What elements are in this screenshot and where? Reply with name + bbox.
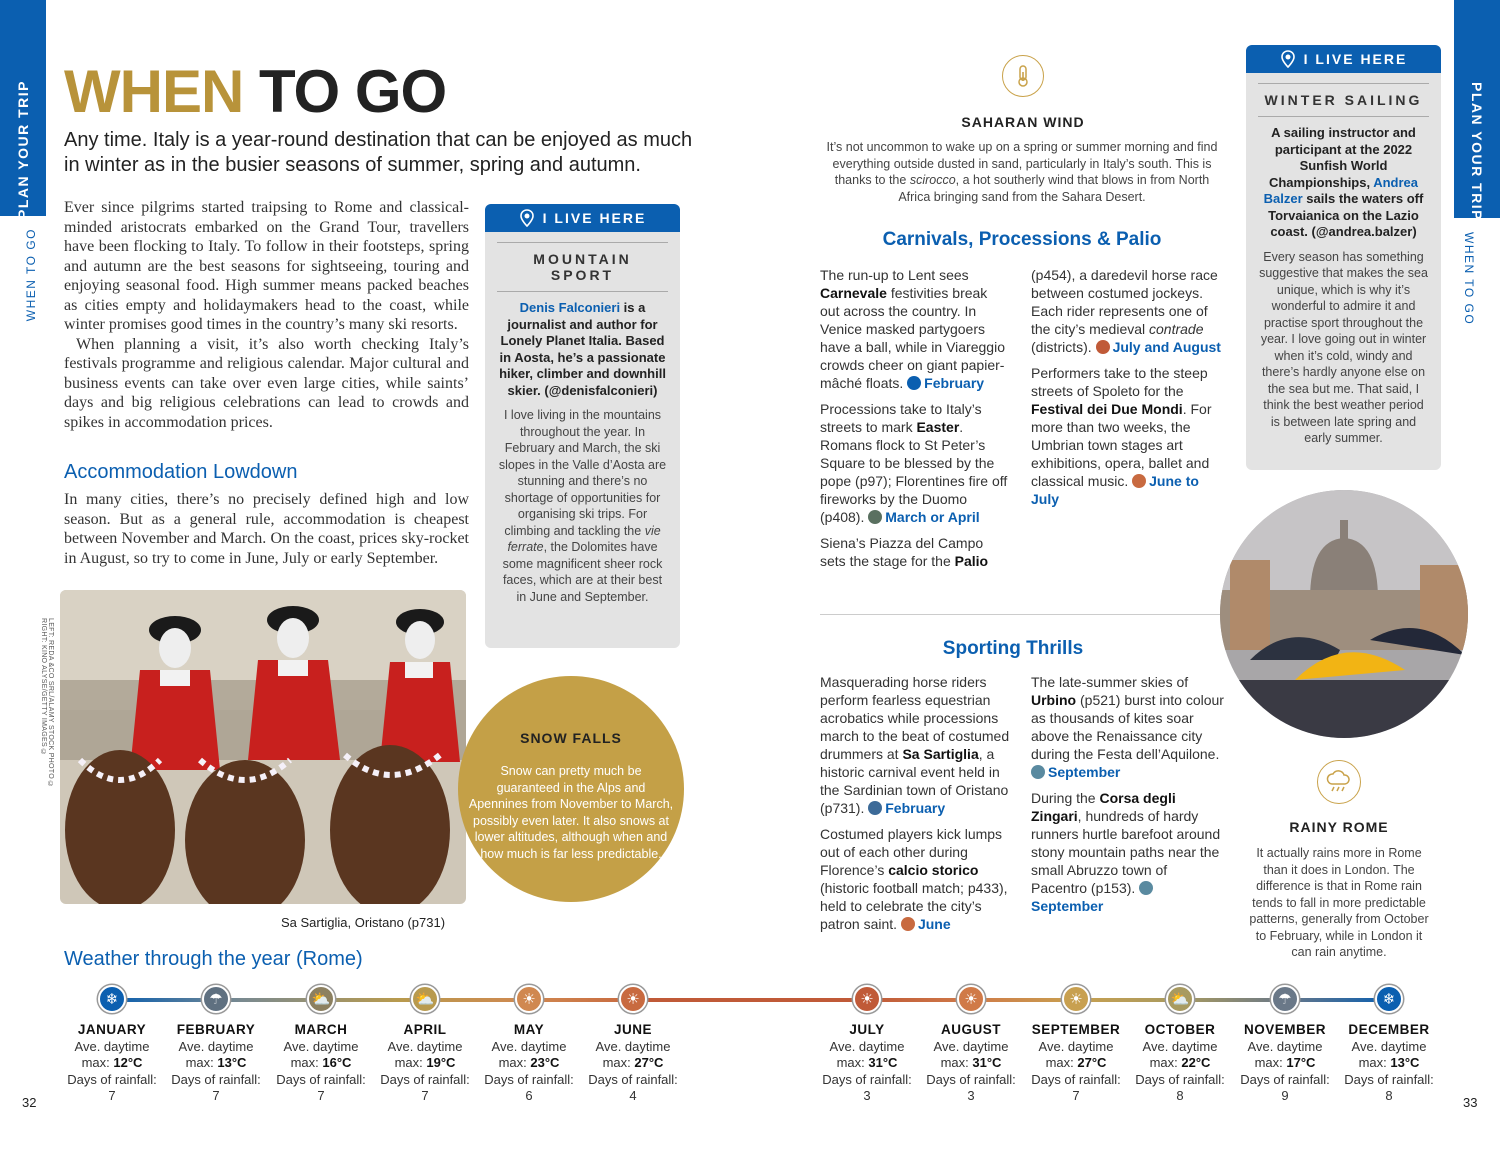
left-page-number: 32 [22,1095,37,1110]
rainfall-label: Days of rainfall: [1344,1071,1434,1087]
right-side-tab [1454,0,1500,221]
rainfall-days: 3 [967,1088,975,1103]
rainfall-label: Days of rainfall: [171,1071,261,1087]
live-here-box-mountain [485,204,680,648]
rainfall-label: Days of rainfall: [1240,1071,1330,1087]
ave-daytime-label: Ave. daytime [595,1038,671,1054]
max-temperature: max: 31°C [940,1055,1002,1070]
rainfall-label: Days of rainfall: [1031,1071,1121,1087]
due-mondi-paragraph: Performers take to the steep streets of Spoleto for the Festival dei Due Mondi. For more than two weeks, the Umbrian town stages art exhibitions, opera, ballet and classical music. June to July [1031,365,1212,507]
palio-continued-paragraph: (p454), a daredevil horse race between costumed jockeys. Each rider represents one of the city’s medieval contrade (districts). July and August [1031,267,1221,355]
ave-daytime-label: Ave. daytime [283,1038,359,1054]
month-name: JANUARY [77,1022,147,1037]
live-here-header [1246,45,1441,73]
month-name: MAY [513,1022,545,1037]
snow-falls-title: SNOW FALLS [520,730,622,746]
carnevale-paragraph: The run-up to Lent sees Carnevale festivities break out across the country. In Venice masked partygoers have a ball, while in Viareggio crowds cheer on giant papier-mâché floats. February [820,267,1005,391]
partly-cloudy-icon: ⛅ [307,985,335,1013]
left-side-tab [0,0,46,219]
saharan-text-em: scirocco [909,173,956,187]
max-temperature: max: 13°C [185,1055,247,1070]
riders-illustration [60,590,466,904]
sartiglia-paragraph: Masquerading horse riders perform fearless equestrian acrobatics while processions march to the beat of costumed drummers at Sa Sartiglia, a historic carnival event held in the Sardinian town of Oristano (p731). February [820,674,1010,816]
live-here-header-label: I LIVE HERE [542,210,647,226]
calendar-icon [1139,881,1153,895]
rain-cloud-icon: ☂ [1271,985,1299,1013]
rainfall-days: 7 [108,1088,116,1103]
calendar-icon [1031,765,1045,779]
max-temperature: max: 16°C [290,1055,352,1070]
right-side-label: WHEN TO GO [1462,232,1476,326]
snow-falls-text: Snow can pretty much be guaranteed in the Alps and Apennines from November to March, possibly even later. It also snows at lower altitudes, although when and how much is far less predictable. [468,764,674,861]
sun-icon: ☀ [515,985,543,1013]
sun-icon: ☀ [619,985,647,1013]
ave-daytime-label: Ave. daytime [829,1038,905,1054]
rainfall-days: 9 [1281,1088,1289,1103]
calendar-icon [1096,340,1110,354]
weather-month-october [1128,1022,1232,1105]
thermometer-icon [1002,55,1044,97]
ave-daytime-label: Ave. daytime [1038,1038,1114,1054]
rainfall-label: Days of rainfall: [822,1071,912,1087]
rainfall-days: 7 [212,1088,220,1103]
max-temperature: max: 22°C [1149,1055,1211,1070]
live-here-bio-name: Denis Falconieri [519,300,621,315]
max-temperature: max: 19°C [394,1055,456,1070]
max-temperature: max: 27°C [1045,1055,1107,1070]
snowflake-icon: ❄ [98,985,126,1013]
photo-credit: LEFT: REDA &CO SRL/ALAMY STOCK PHOTO © RIGHT: KINO ALYSE/GETTY IMAGES © [40,618,54,789]
sporting-column-2 [1031,673,1226,923]
live-here-bio-text: is a journalist and author for Lonely Planet Italia. Based in Aosta, he’s a passionate hiker, climber and downhill skier. (@denisfalconieri) [499,300,666,398]
weather-month-december [1337,1022,1441,1105]
partly-cloudy-icon: ⛅ [1166,985,1194,1013]
carnivals-heading: Carnivals, Processions & Palio [882,229,1162,250]
section-divider [820,614,1224,615]
rainfall-days: 7 [1072,1088,1080,1103]
right-side-tab-label: PLAN YOUR TRIP [1469,82,1485,221]
rainfall-label: Days of rainfall: [276,1071,366,1087]
calendar-icon [901,917,915,931]
month-name: JULY [849,1022,885,1037]
calendar-icon [868,801,882,815]
rainfall-label: Days of rainfall: [67,1071,157,1087]
live-here-body-part: , the Dolomites have some magnificent sheer rock faces, which are at their best in June and September. [502,540,663,604]
live-here-header-label: I LIVE HERE [1303,51,1408,67]
month-name: SEPTEMBER [1031,1022,1121,1037]
rainfall-days: 4 [629,1088,637,1103]
saharan-text-part: It’s not uncommon to wake up on a spring or summer morning and find everything outside dusted in sand, particularly in Italy’s south. This is thanks to the [826,140,1218,187]
month-name: DECEMBER [1348,1022,1430,1037]
weather-month-august [919,1022,1023,1105]
ave-daytime-label: Ave. daytime [1351,1038,1427,1054]
month-name: NOVEMBER [1243,1022,1326,1037]
weather-track-right [867,998,1389,1002]
weather-track-left [112,998,632,1002]
max-temperature: max: 12°C [81,1055,143,1070]
partly-cloudy-icon: ⛅ [411,985,439,1013]
saharan-text-part: , a hot southerly wind that blows in from North Africa bringing sand from the Sahara Desert. [898,173,1210,204]
weather-month-november [1233,1022,1337,1105]
weather-title: Weather through the year (Rome) [64,948,363,970]
rainfall-days: 7 [421,1088,429,1103]
month-name: OCTOBER [1144,1022,1216,1037]
rainy-rome-text: It actually rains more in Rome than it does in London. The difference is that in Rome rain tends to fall in more predictable patterns, generally from October to February, while in London it can rain anytime. [1249,846,1429,959]
weather-month-february [164,1022,268,1105]
left-side-tab-label: PLAN YOUR TRIP [15,80,31,219]
live-here-body: Every season has something suggestive that makes the sea unique, which is why it’s wonderful to admire it and practise sport throughout the year. I love going out in winter when it’s cold, windy and there’s hardly anyone else on the sea but me. That said, I think the best weather period is between late spring and early summer. [1259,249,1428,445]
left-side-label: WHEN TO GO [24,228,38,322]
rainfall-label: Days of rainfall: [588,1071,678,1087]
month-name: FEBRUARY [176,1022,256,1037]
month-name: JUNE [613,1022,652,1037]
live-here-subtitle: WINTER SAILING [1258,83,1429,117]
rainfall-days: 8 [1176,1088,1184,1103]
right-page-number: 33 [1463,1095,1478,1110]
live-here-body [485,399,680,613]
calcio-paragraph: Costumed players kick lumps out of each other during Florence’s calcio storico (historic football match; p433), held to celebrate the city’s patron saint. June [820,826,1008,932]
calendar-icon [907,376,921,390]
sun-icon: ☀ [1062,985,1090,1013]
pin-icon [1280,50,1296,68]
ave-daytime-label: Ave. daytime [491,1038,567,1054]
rain-cloud-icon: ☂ [202,985,230,1013]
month-name: MARCH [294,1022,348,1037]
rainfall-days: 7 [317,1088,325,1103]
rainfall-label: Days of rainfall: [926,1071,1016,1087]
live-here-header [485,204,680,232]
weather-month-june [581,1022,685,1105]
weather-track-mid [632,998,867,1002]
title-when: WHEN [64,58,244,125]
rainfall-label: Days of rainfall: [380,1071,470,1087]
carnivals-column-1 [820,266,1010,578]
snow-falls-circle [458,676,684,902]
month-name: APRIL [403,1022,447,1037]
live-here-body-em: vie ferrate [507,523,661,554]
live-here-bio-text: A sailing instructor and participant at the 2022 Sunfish World Championships, [1268,125,1416,190]
saharan-wind-text [820,139,1224,205]
ave-daytime-label: Ave. daytime [74,1038,150,1054]
palio-paragraph: Siena’s Piazza del Campo sets the stage for the Palio [820,535,989,569]
live-here-body-part: I love living in the mountains throughout the year. In February and March, the ski slopes in the Valle d’Aosta are stunning and there’s no shortage of opportunities for organising ski trips. For climbing and tackling the [498,408,667,538]
weather-month-april [373,1022,477,1105]
urbino-paragraph: The late-summer skies of Urbino (p521) burst into colour as thousands of kites soar above the Renaissance city during the Festa dell’Aquilone. September [1031,674,1224,780]
title-to-go: TO GO [258,58,447,125]
ave-daytime-label: Ave. daytime [1247,1038,1323,1054]
live-here-subtitle: MOUNTAIN SPORT [497,242,668,292]
page-title [64,58,447,125]
ave-daytime-label: Ave. daytime [387,1038,463,1054]
calendar-icon [868,510,882,524]
live-here-bio [485,292,680,399]
rain-cloud-icon [1317,760,1361,804]
rainfall-days: 3 [863,1088,871,1103]
weather-month-july [815,1022,919,1105]
corsa-paragraph: During the Corsa degli Zingari, hundreds of hardy runners hurtle barefoot around stony mountain paths near the small Abruzzo town of Pacentro (p153). September [1031,790,1221,914]
max-temperature: max: 27°C [602,1055,664,1070]
max-temperature: max: 13°C [1358,1055,1420,1070]
rainy-rome-title: RAINY ROME [1289,819,1389,835]
accommodation-text: In many cities, there’s no precisely defined high and low season. But as a general rule, accommodation is cheapest between November and March. On the coast, prices sky-rocket in August, so try to come in June, July or early September. [64,491,469,567]
rainfall-label: Days of rainfall: [484,1071,574,1087]
max-temperature: max: 31°C [836,1055,898,1070]
sa-sartiglia-photo [60,590,466,904]
accommodation-heading: Accommodation Lowdown [64,461,298,483]
live-here-bio-text: sails the waters off Torvaianica on the Lazio coast. (@andrea.balzer) [1268,191,1424,239]
ave-daytime-label: Ave. daytime [933,1038,1009,1054]
live-here-box-sailing [1246,45,1441,470]
easter-paragraph: Processions take to Italy’s streets to mark Easter. Romans flock to St Peter’s Square to be blessed by the pope (p97); Florentines fire off fireworks by the Duomo (p408). March or April [820,401,1008,525]
intro-text: Any time. Italy is a year-round destination that can be enjoyed as much in winter as in the busier seasons of summer, spring and autumn. [64,129,693,176]
sporting-column-1 [820,673,1010,941]
saharan-wind-title: SAHARAN WIND [961,114,1085,130]
ave-daytime-label: Ave. daytime [1142,1038,1218,1054]
pin-icon [519,209,535,227]
rainfall-days: 6 [525,1088,533,1103]
weather-month-may [477,1022,581,1105]
body-text [64,198,469,432]
body-paragraph-1: Ever since pilgrims started traipsing to Rome and classical-minded aristocrats embarked on the Grand Tour, travellers have been flocking to Italy. To follow in their footsteps, spring and autumn are the best seasons for sightseeing, touring and enjoying seasonal food. High summer means packed beaches as cities empty and holidaymakers head to the coast, while winter promises good times in the country’s many ski resorts. [64,199,469,333]
sporting-heading: Sporting Thrills [942,638,1084,659]
rainfall-days: 8 [1385,1088,1393,1103]
sun-icon: ☀ [957,985,985,1013]
weather-month-september [1024,1022,1128,1105]
ave-daytime-label: Ave. daytime [178,1038,254,1054]
month-name: AUGUST [941,1022,1001,1037]
live-here-bio-name: Andrea Balzer [1263,174,1419,206]
rainfall-label: Days of rainfall: [1135,1071,1225,1087]
sun-icon: ☀ [853,985,881,1013]
weather-month-january [60,1022,164,1105]
live-here-bio [1246,117,1441,241]
weather-month-march [269,1022,373,1105]
rome-umbrellas-photo [1220,490,1468,738]
max-temperature: max: 17°C [1254,1055,1316,1070]
st-peters-illustration [1220,490,1468,738]
snowflake-icon: ❄ [1375,985,1403,1013]
body-paragraph-2: When planning a visit, it’s also worth checking Italy’s festivals programme and religious calendar. Major cultural and business events can take over even large cities, while saints’ days and big religious celebrations can lead to crowds and spikes in accommodation prices. [64,335,469,431]
max-temperature: max: 23°C [498,1055,560,1070]
photo-caption: Sa Sartiglia, Oristano (p731) [281,915,446,930]
calendar-icon [1132,474,1146,488]
carnivals-column-2 [1031,266,1226,516]
